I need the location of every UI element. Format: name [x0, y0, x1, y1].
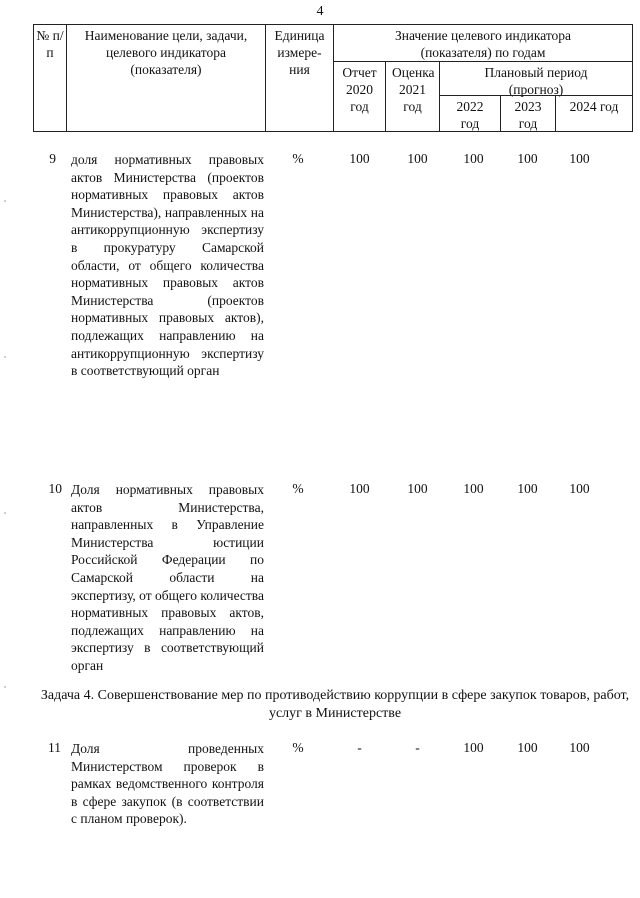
header-estimate: Оценка 2021 год	[385, 61, 440, 132]
value-2020: -	[357, 740, 362, 755]
value-2022: 100	[463, 151, 484, 166]
header-unit: Единица измере-ния	[265, 24, 334, 132]
header-2024: 2024 год	[555, 95, 633, 132]
value-2023: 100	[517, 481, 538, 496]
row-number: 10	[48, 481, 62, 496]
value-2021: -	[415, 740, 420, 755]
value-2022: 100	[463, 481, 484, 496]
row-number: 9	[49, 151, 56, 166]
header-name: Наименование цели, задачи, целевого индикатора (показателя)	[66, 24, 266, 132]
header-value-group: Значение целевого индикатора (показателя) по годам	[333, 24, 633, 62]
unit-value: %	[292, 151, 304, 166]
page-number: 4	[316, 4, 324, 19]
header-planned: Плановый период (прогноз)	[439, 61, 633, 96]
scan-mark	[4, 512, 6, 514]
value-2024: 100	[569, 481, 590, 496]
header-2023: 2023 год	[500, 95, 556, 132]
indicator-name: доля нормативных правовых актов Министерства (проектов нормативных правовых актов Министерства), направленных на антикоррупционную экспертизу в прокуратуру Самарской области, от общего количества нормативных правовых актов Министерства (проектов нормативных правовых актов), подлежащих направлению на антикоррупционную экспертизу в соответствующий орган	[71, 152, 264, 379]
header-num: № п/п	[33, 24, 67, 132]
header-report: Отчет 2020 год	[333, 61, 386, 132]
value-2023: 100	[517, 151, 538, 166]
indicator-name: Доля нормативных правовых актов Министерства, направленных в Управление Министерства юстиции Российской Федерации по Самарской области на экспертизу, от общего количества нормативных правовых актов, подлежащих направлению на экспертизу в соответствующий орган	[71, 482, 264, 673]
value-2024: 100	[569, 740, 590, 755]
value-2022: 100	[463, 740, 484, 755]
row-number: 11	[48, 740, 61, 755]
value-2024: 100	[569, 151, 590, 166]
value-2023: 100	[517, 740, 538, 755]
indicator-name: Доля проведенных Министерством проверок в рамках ведомственного контроля в сфере закупок (в соответствии с планом проверок).	[71, 741, 264, 827]
value-2021: 100	[407, 151, 428, 166]
unit-value: %	[292, 740, 304, 755]
task-heading: Задача 4. Совершенствование мер по противодействию коррупции в сфере закупок товаров, работ, услуг в Министерстве	[40, 688, 630, 721]
header-2022: 2022 год	[439, 95, 501, 132]
value-2020: 100	[349, 481, 370, 496]
scan-mark	[4, 200, 6, 202]
scan-mark	[4, 356, 6, 358]
value-2020: 100	[349, 151, 370, 166]
unit-value: %	[292, 481, 304, 496]
scan-mark	[4, 686, 6, 688]
value-2021: 100	[407, 481, 428, 496]
